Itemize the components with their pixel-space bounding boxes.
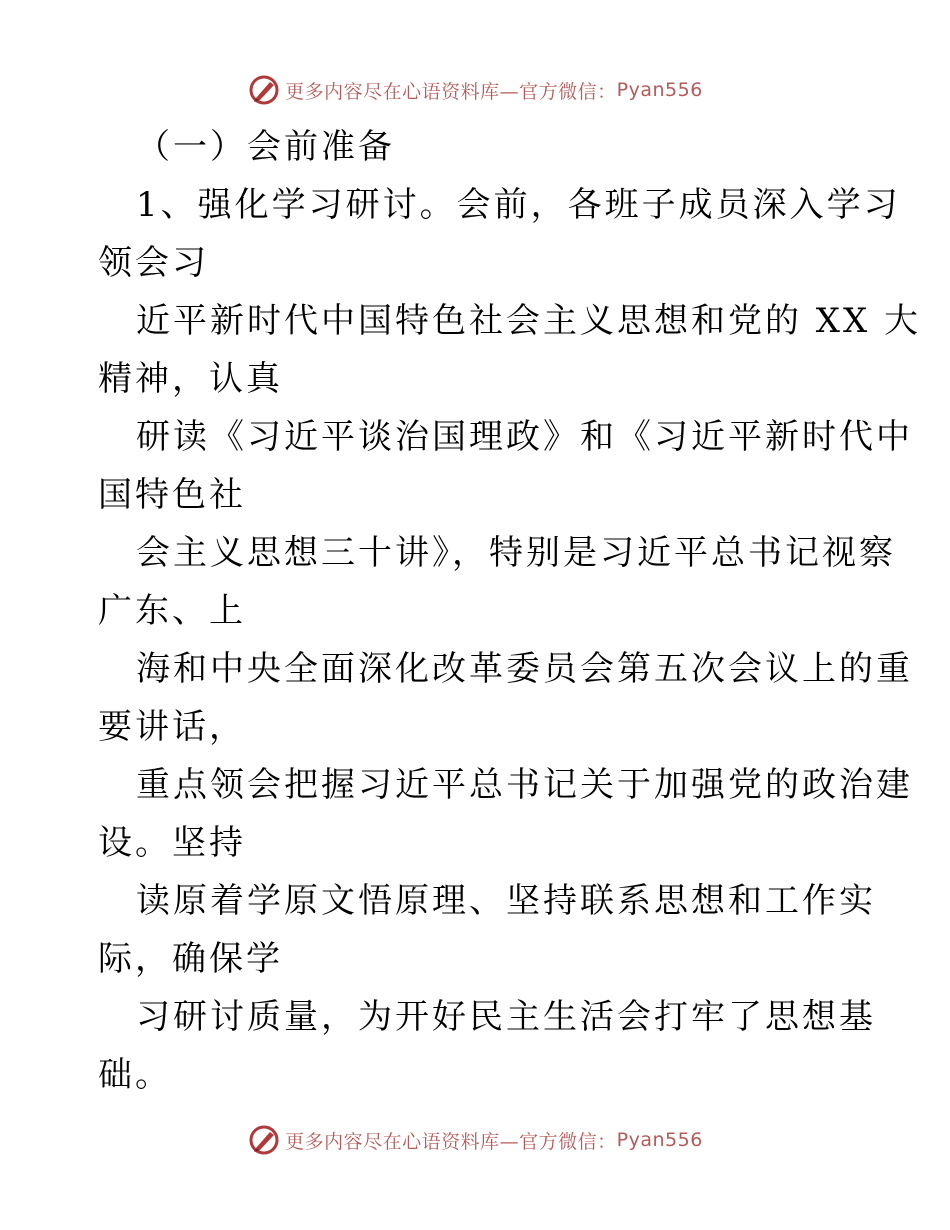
paragraph-line: 会主义思想三十讲》，特别是习近平总书记视察 <box>136 533 896 573</box>
paragraph-line: 近平新时代中国特色社会主义思想和党的 XX 大 <box>136 301 922 341</box>
paragraph-line: 础。 <box>98 1055 172 1095</box>
pen-logo-icon <box>247 1123 281 1157</box>
watermark-text: 更多内容尽在心语资料库—官方微信： <box>285 1130 617 1153</box>
paragraph-line: 习研讨质量，为开好民主生活会打牢了思想基 <box>136 997 876 1037</box>
watermark-wechat-id: Pyan556 <box>616 1129 703 1151</box>
paragraph-line: 读原着学原文悟原理、坚持联系思想和工作实 <box>136 881 876 921</box>
paragraph-line: 广东、上 <box>98 591 246 631</box>
section-heading: （一）会前准备 <box>136 127 395 167</box>
paragraph-line: 1、强化学习研讨。会前，各班子成员深入学习 <box>136 185 901 225</box>
document-body <box>98 118 922 1104</box>
header-watermark <box>0 70 950 110</box>
paragraph-line: 研读《习近平谈治国理政》和《习近平新时代中 <box>136 417 913 457</box>
paragraph-line: 海和中央全面深化改革委员会第五次会议上的重 <box>136 649 913 689</box>
paragraph-line: 精神，认真 <box>98 359 283 399</box>
watermark-wechat-id: Pyan556 <box>616 79 703 101</box>
paragraph-line: 设。坚持 <box>98 823 246 863</box>
paragraph-line: 际，确保学 <box>98 939 283 979</box>
watermark-text: 更多内容尽在心语资料库—官方微信： <box>285 80 617 103</box>
paragraph-line: 领会习 <box>98 243 209 283</box>
footer-watermark <box>0 1120 950 1160</box>
pen-logo-icon <box>247 73 281 107</box>
paragraph-line: 国特色社 <box>98 475 246 515</box>
paragraph-line: 重点领会把握习近平总书记关于加强党的政治建 <box>136 765 913 805</box>
paragraph-line: 要讲话， <box>98 707 246 747</box>
